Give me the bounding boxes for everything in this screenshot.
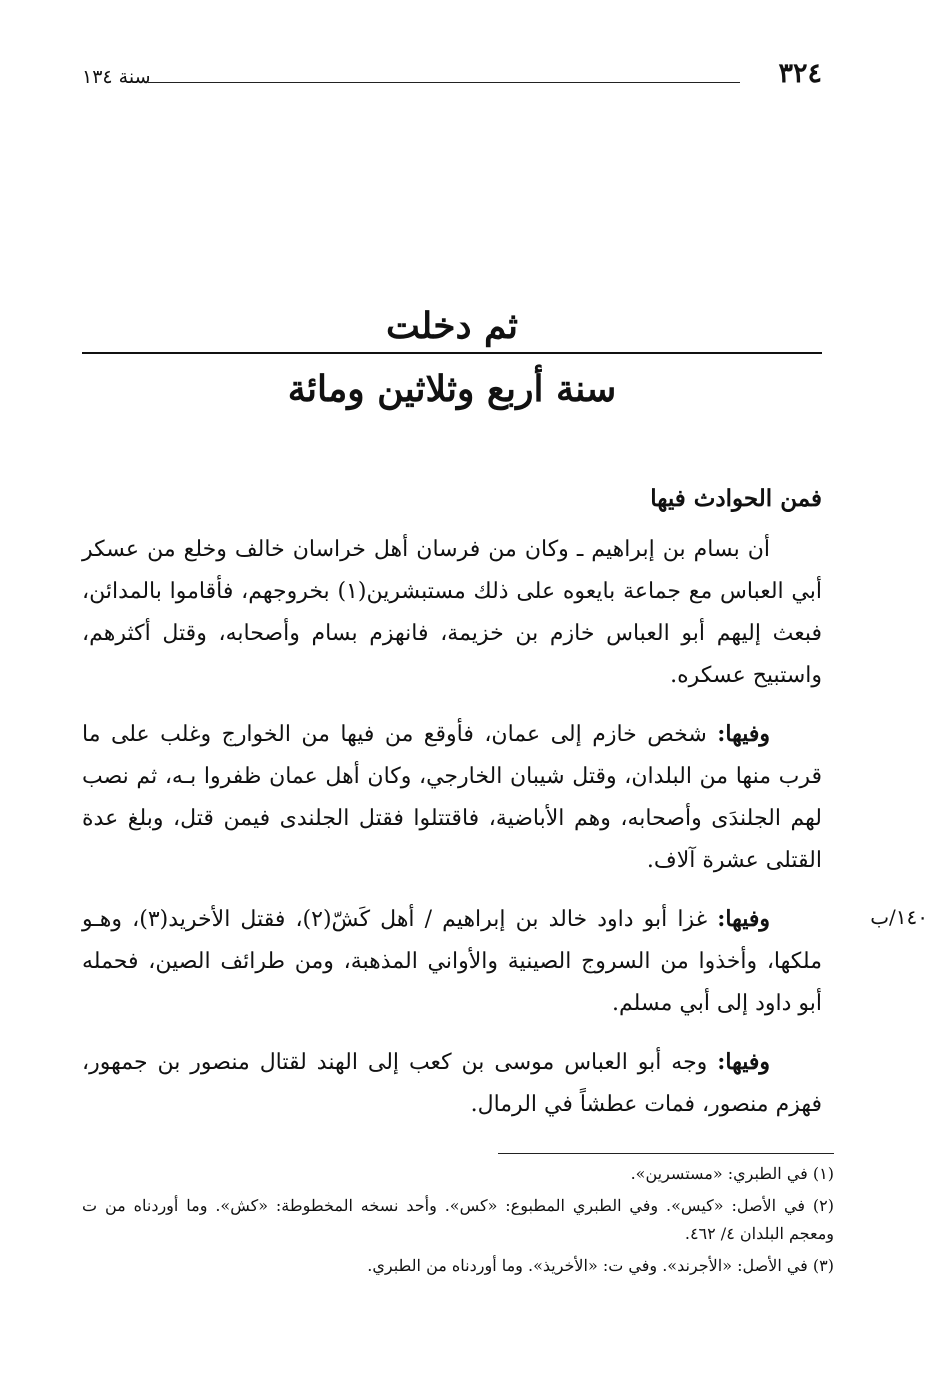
paragraph-text: أن بسام بن إبراهيم ـ وكان من فرسان أهل خراسان خالف وخلع من عسكر أبي العباس مع جماعة بايعوه على ذلك مستبشرين(١) بخروجهم، فأقاموا بالمدائن، فبعث إليهم أبو العباس خازم بن خزيمة، فانهزم بسام وأصحابه، وقتل أكثرهم، واستبيح عسكره. [82, 537, 822, 688]
header-rule [148, 82, 740, 83]
footnote-1: (١) في الطبري: «مستسرين». [630, 1164, 834, 1183]
running-head: سنة ١٣٤ [82, 66, 151, 88]
title-rule [82, 352, 822, 354]
body-text [82, 478, 822, 1142]
paragraph-lead: وفيها: [717, 906, 770, 932]
footnote-3: (٣) في الأصل: «الأجرند». وفي ت: «الأخريذ». وما أوردناه من الطبري. [367, 1256, 834, 1275]
footnote-2: (٢) في الأصل: «كيس». وفي الطبري المطبوع: «كس». وأحد نسخه المخطوطة: «كش». وما أوردناه من ت ومعجم البلدان ٤/ ٤٦٢. [82, 1196, 834, 1243]
paragraph-lead: وفيها: [717, 1049, 770, 1075]
paragraph-text: شخص خازم إلى عمان، فأوقع من فيها من الخوارج وغلب على ما قرب منها من البلدان، وقتل شيبان الخارجي، وكان أهل عمان ظفروا بـه، ثم نصب لهم الجلندَى وأصحابه، وهم الأباضية، فاقتتلوا فقتل الجلندى فيمن قتل، وبلغ عدة القتلى عشرة آلاف. [82, 722, 822, 873]
manuscript-folio-note: ١٤٠/ب [870, 905, 928, 929]
paragraph-4 [82, 1041, 822, 1126]
footnotes [82, 1160, 834, 1284]
chapter-title-line2: سنة أربع وثلاثين ومائة [287, 368, 617, 410]
paragraph-text: غزا أبو داود خالد بن إبراهيم / أهل كَشّ(٢)، فقتل الأخريد(٣)، وهـو ملكها، وأخذوا من السروج الصينية والأواني المذهبة، ومن طرائف الصين، فحمله أبو داود إلى أبي مسلم. [82, 907, 822, 1016]
paragraph-1 [82, 528, 822, 697]
section-heading: فمن الحوادث فيها [650, 485, 822, 512]
page-header [82, 58, 822, 94]
page-number: ٣٢٤ [778, 58, 822, 89]
footnote-rule [498, 1153, 834, 1154]
paragraph-2 [82, 713, 822, 882]
paragraph-3 [82, 898, 822, 1025]
paragraph-text: وجه أبو العباس موسى بن كعب إلى الهند لقتال منصور بن جمهور، فهزم منصور، فمات عطشاً في الرمال. [82, 1050, 822, 1117]
paragraph-lead: وفيها: [717, 721, 770, 747]
chapter-title-line1: ثم دخلت [385, 305, 519, 347]
